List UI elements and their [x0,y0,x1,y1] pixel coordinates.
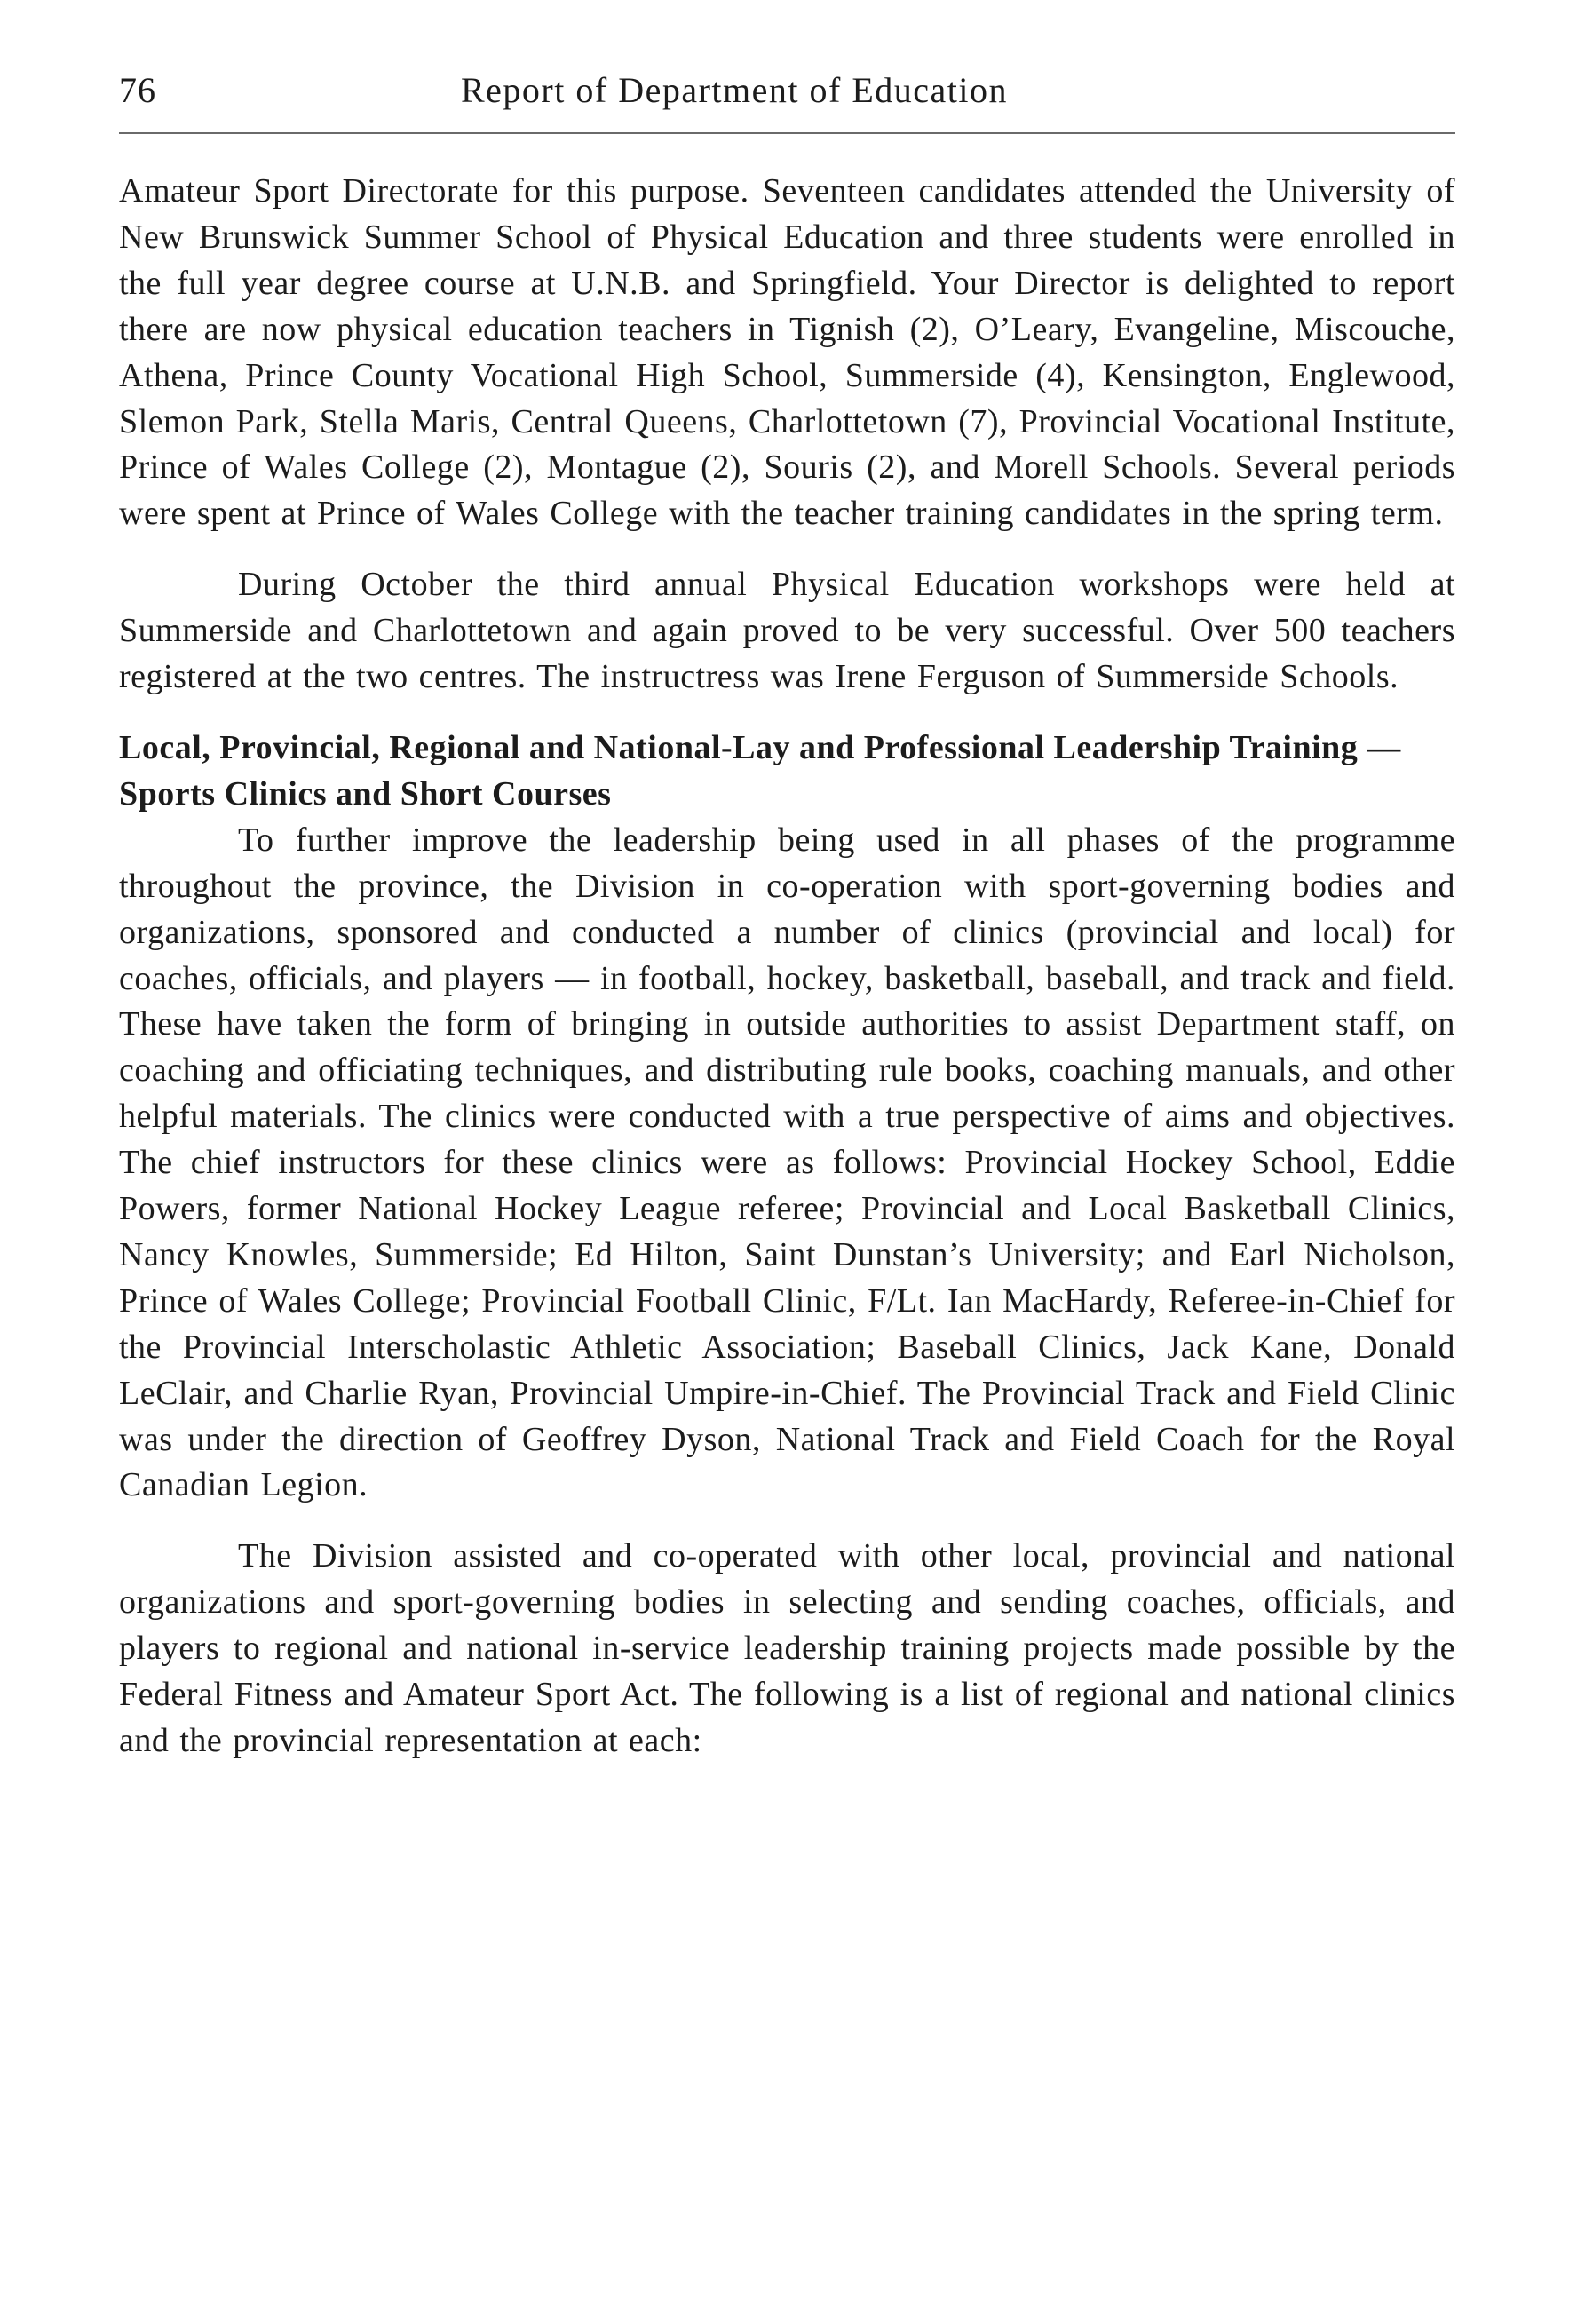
page-number: 76 [119,70,156,110]
header-rule [119,132,1455,134]
paragraph-regional-national: The Division assisted and co-operated with other local, provincial and national organizations and sport-governing bodies in selecting and sending coaches, officials, and players to regional and national in-service leadership training projects made possible by the Federal Fitness and Amateur Sport Act. The following is a list of regional and national clinics and the provincial representation at each: [119,1537,1455,1759]
running-head: Report of Department of Education [461,70,1008,110]
body-text [119,169,1455,1765]
paragraph-workshops: During October the third annual Physical Education workshops were held at Summerside and Charlottetown and again proved to be very successful. Over 500 teachers registered at the two centres. The instructress was Irene Ferguson of Summerside Schools. [119,566,1455,696]
section-heading: Local, Provincial, Regional and National-Lay and Professional Leadership Training — Sports Clinics and Short Courses [119,728,1401,813]
paragraph-clinics: To further improve the leadership being used in all phases of the programme throughout the province, the Division in co-operation with sport-governing bodies and organizations, sponsored and conducted a number of clinics (provincial and local) for coaches, officials, and players — in football, hockey, basketball, baseball, and track and field. These have taken the form of bringing in outside authorities to assist Department staff, on coaching and officiating techniques, and distributing rule books, coaching manuals, and other helpful materials. The clinics were conducted with a true perspective of aims and objectives. The chief instructors for these clinics were as follows: Provincial Hockey School, Eddie Powers, former National Hockey League referee; Provincial and Local Basketball Clinics, Nancy Knowles, Summerside; Ed Hilton, Saint Dunstan’s University; and Earl Nicholson, Prince of Wales College; Provincial Football Clinic, F/Lt. Ian MacHardy, Referee-in-Chief for the Provincial Interscholastic Athletic Association; Baseball Clinics, Jack Kane, Donald LeClair, and Charlie Ryan, Provincial Umpire-in-Chief. The Provincial Track and Field Clinic was under the direction of Geoffrey Dyson, National Track and Field Coach for the Royal Canadian Legion. [119,821,1455,1504]
paragraph-continuation: Amateur Sport Directorate for this purpose. Seventeen candidates attended the University of New Brunswick Summer School of Physical Education and three students were enrolled in the full year degree course at U.N.B. and Springfield. Your Director is delighted to report there are now physical education teachers in Tignish (2), O’Leary, Evangeline, Miscouche, Athena, Prince County Vocational High School, Summerside (4), Kensington, Englewood, Slemon Park, Stella Maris, Central Queens, Charlottetown (7), Provincial Vocational Institute, Prince of Wales College (2), Montague (2), Souris (2), and Morell Schools. Several periods were spent at Prince of Wales College with the teacher training candidates in the spring term. [119,172,1455,533]
page-header [119,69,1455,123]
